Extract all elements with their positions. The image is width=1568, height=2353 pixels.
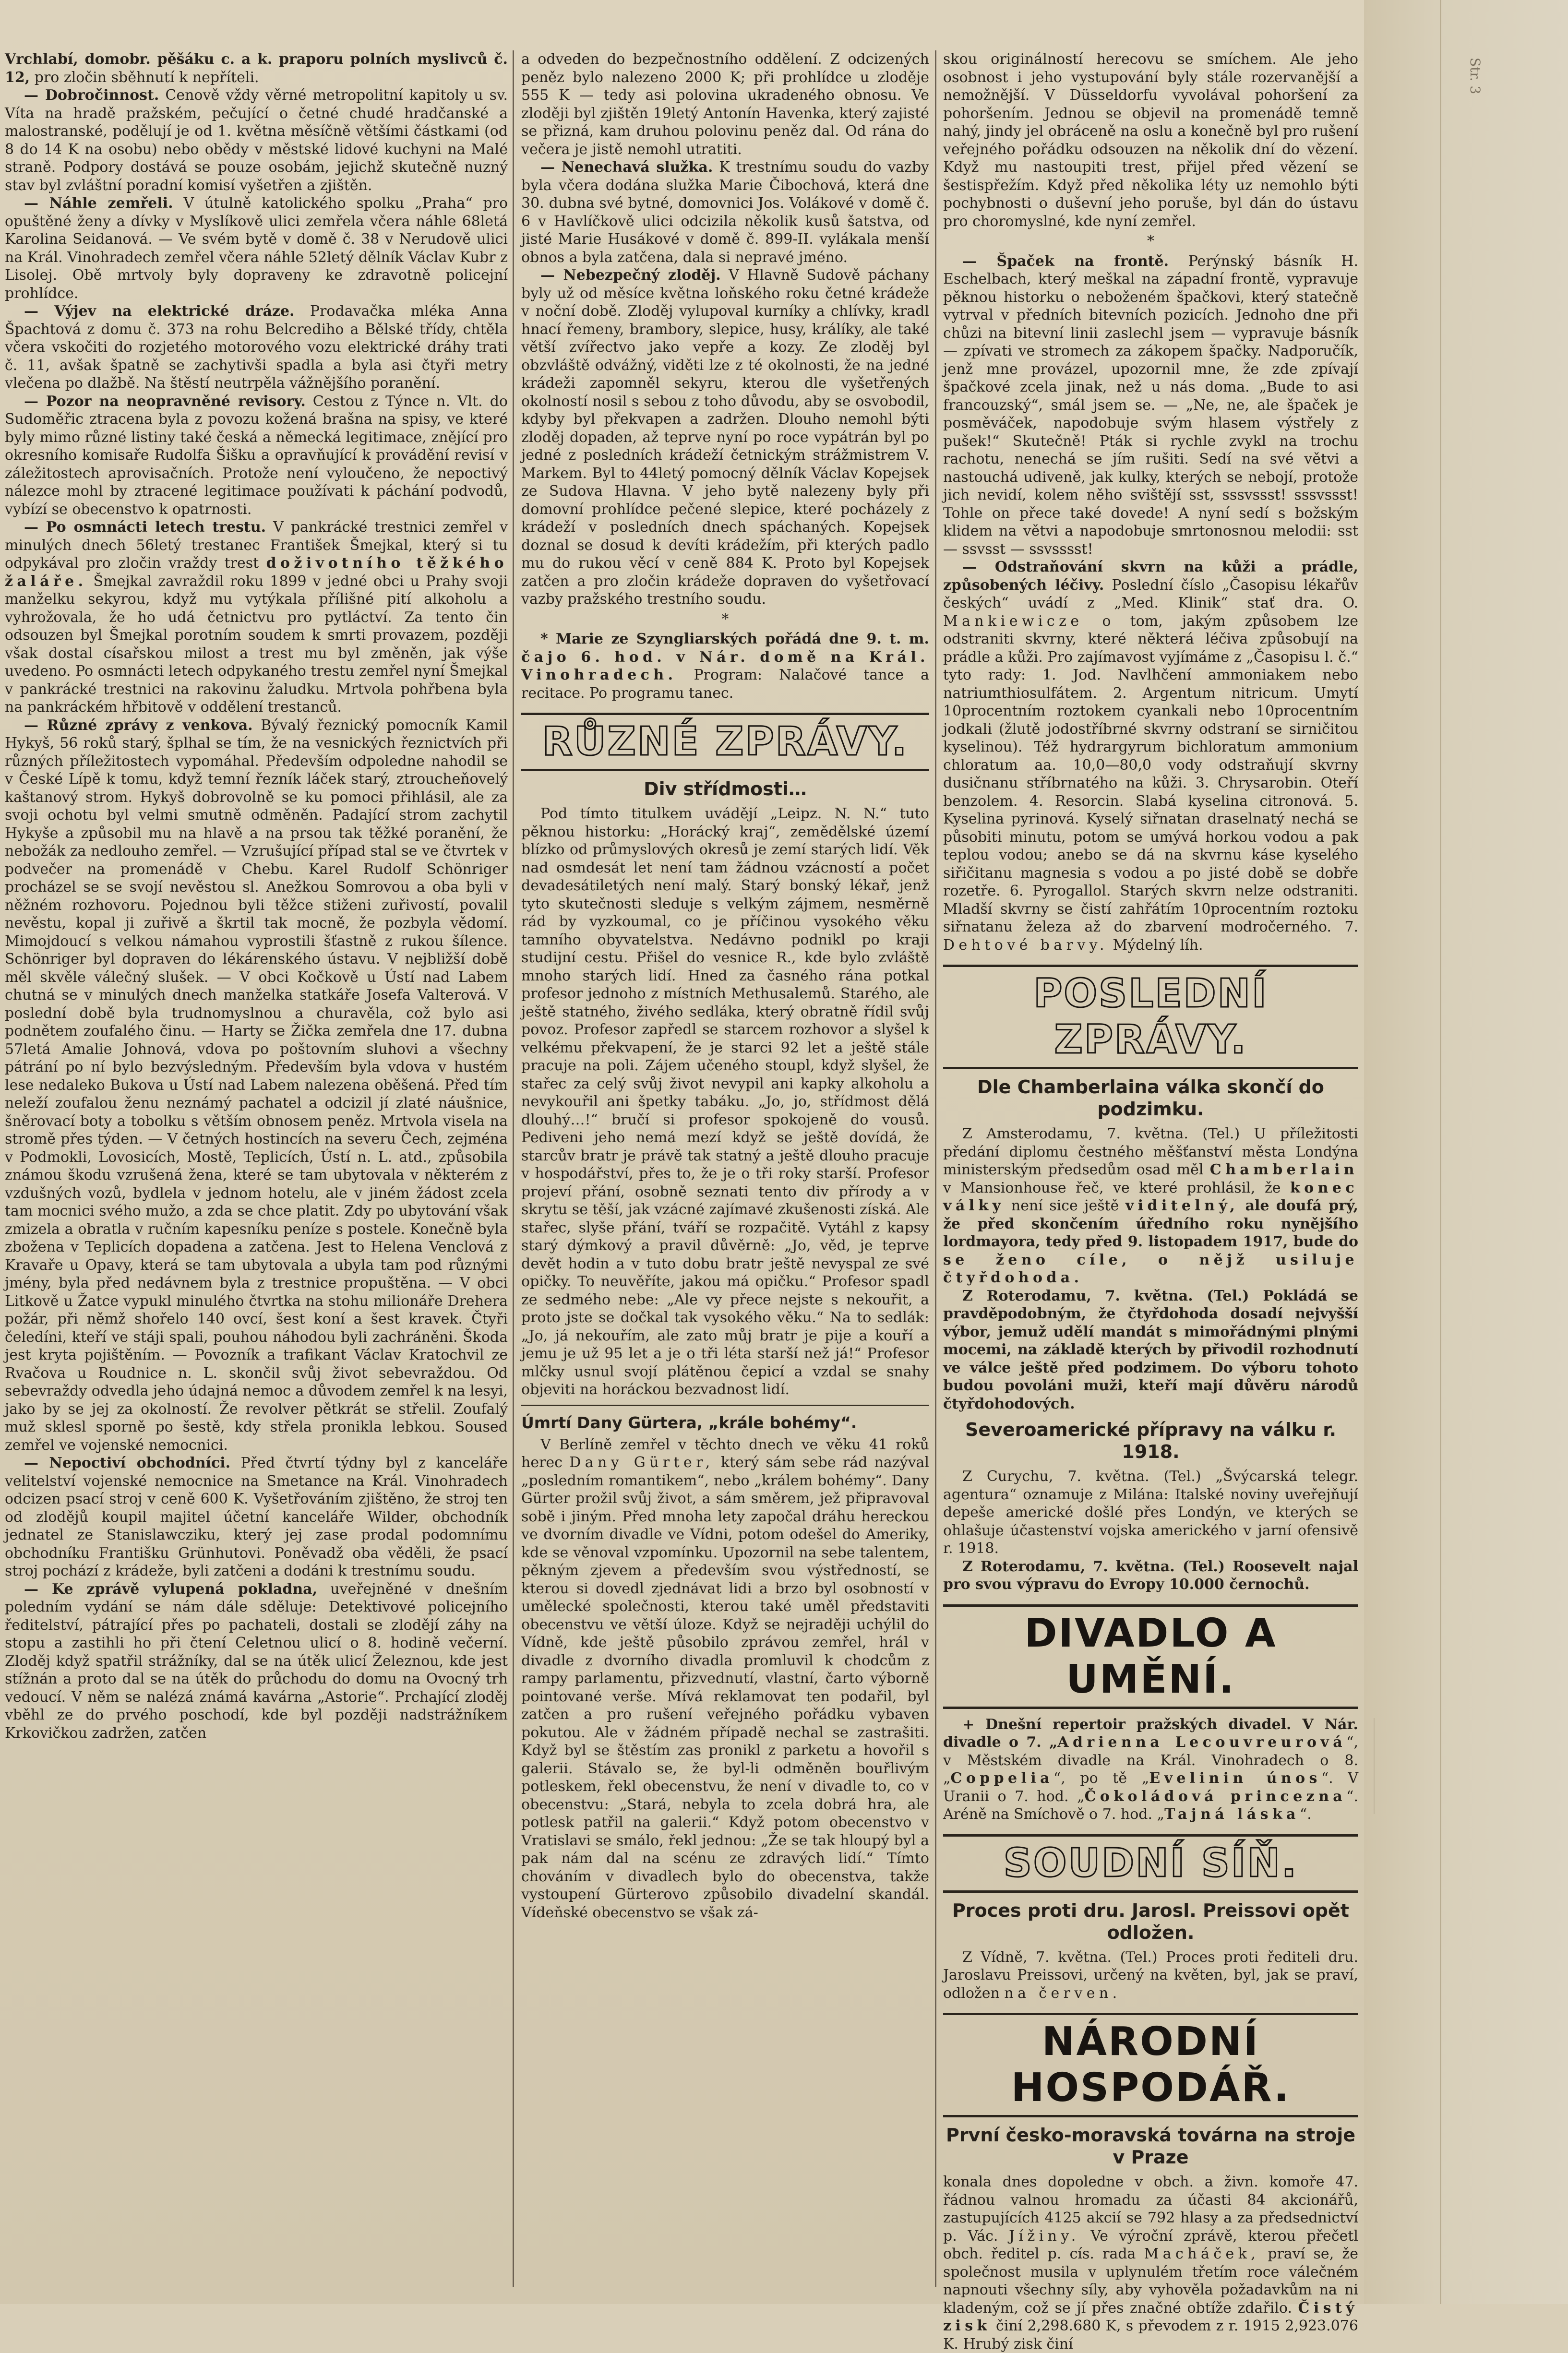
article-headline: Proces proti dru. Jarosl. Preissovi opět odložen. — [952, 1899, 1349, 1943]
spaced-emphasis: Dany Gürter, — [569, 1454, 714, 1471]
article-text: K trestnímu soudu do vazby byla včera dodána služka Marie Čibochová, která dne 30. dubna své bytné, domovnici Jos. Volákové v domě č. 6 v Havlíčkově ulici odcizila několik kusů šatstva, od jisté Marie Husákové v domě č. 899-II. vylákala menší obnos a byla zatčena, dala si nepravé jméno. — [521, 159, 929, 266]
article-paragraph: Z Curychu, 7. května. (Tel.) „Švýcarská telegr. agentura“ oznamuje z Milána: Italské noviny uveřejňují depeše americké došlé přes Londýn, ve kterých se ohlašuje účastenství vojska amerického v jarní ofensivě r. 1918. — [943, 1468, 1358, 1557]
column-2 — [521, 50, 929, 2287]
article-text: Mýdelný líh. — [1113, 936, 1203, 954]
article-lead: — Náhle zemřeli. — [24, 195, 173, 212]
spaced-emphasis: Adrienna Lecouvreurová — [1057, 1734, 1347, 1751]
article-text: pro zločin sběhnutí k nepříteli. — [34, 69, 259, 86]
spaced-emphasis: Čokoládová princezna — [1084, 1788, 1347, 1805]
article-headline: Severoamerické přípravy na válku r. 1918. — [965, 1419, 1337, 1462]
article-text: Z Vídně, 7. května. (Tel.) Proces proti řediteli dru. Jaroslavu Preissovi, určený na květen, byl, jak se praví, odložen — [943, 1948, 1358, 2002]
section-banner-divadlo-a-umeni: DIVADLO A UMĚNÍ. — [943, 1604, 1358, 1709]
article-paragraph — [943, 2173, 1358, 2353]
margin-mark — [1374, 1718, 1375, 1814]
article-lead: — Výjev na elektrické dráze. — [24, 303, 295, 320]
article-text: konala dnes dopoledne v obch. a živn. komoře 47. řádnou valnou hromadu za účasti 84 akcionářů, zastupujících 4125 akcií se 792 hlasy a za předsednictví p. Vác. — [943, 2174, 1358, 2245]
column-rule — [513, 50, 514, 2287]
article-lead: — Nenechavá služka. — [540, 159, 713, 176]
spaced-emphasis: Macháček, — [1144, 2246, 1260, 2262]
article-text: V Berlíně zemřel v těchto dnech ve věku 41 roků herec — [521, 1436, 929, 1471]
article-paragraph — [521, 630, 929, 702]
article-lead: — Nebezpečný zloděj. — [540, 267, 721, 284]
article-text: v Mansionhouse řeč, ve které prohlásil, že — [943, 1179, 1281, 1196]
article-text: praví se, že společnost musila v uplynulém třetím roce válečném napnouti všechny síly, aby vyhověla požadavkům na ni kladeným, což se jí přes značné obtíže zdařilo. — [943, 2246, 1358, 2317]
spaced-emphasis: se ženo cíle, o nějž usiluje čtyřdohoda. — [943, 1251, 1358, 1286]
article-paragraph — [521, 158, 929, 266]
page-folio: Str. 3 — [1467, 58, 1483, 95]
article-paragraph: a odveden do bezpečnostního oddělení. Z odcizených peněz bylo nalezeno 2000 K; při prohlídce u zloděje 555 K — tedy asi polovina ukradeného obnosu. Ve zloději byl zjištěn 19letý Antonín Havenka, který zajisté se přizná, kam druhou polovinu peněz dal. Od rána do večera je jistě nemohl utratiti. — [521, 51, 929, 158]
section-star: * — [721, 610, 729, 628]
article-paragraph — [5, 50, 508, 86]
column-1 — [5, 50, 508, 2287]
article-headline: Dle Chamberlaina válka skončí do podzimku. — [977, 1076, 1324, 1120]
article-lead: — Různé zprávy z venkova. — [24, 717, 253, 734]
article-text: který sám sebe rád nazýval „posledním romantikem“, nebo „králem bohémy“. Dany Gürter prožil svůj život, a sám směrem, jež připravoval sobě i jiným. Před mnoha lety započal dráhu hereckou ve dvorním divadle ve Vídni, potom odešel do Ameriky, kde se věnoval vzpomínku. Upozornil na sebe talentem, pěkným zjevem a především svou výstředností, se kterou si dovedl zjednávat lidi a brzo byl osobností v umělecké společnosti, kterou také uměl představiti obecenstvu ve větší úloze. Když se nejraději uchýlil do Vídně, kde ještě působilo zprávou zemřel, hrál v divadle z dvorního divadla promluvil k chodcům z rampy parlamentu, přizvednutí, vlastní, čarto výborně pointované verše. Mívá reklamovat ten podařil, byl zatčen a pro rušení veřejného pořádku vybaven pokutou. Ale v žádném případě nechal se zastrašiti. Když byl se štěstím zas pronikl z parketu a hovořil s galerii. Stávalo se, že byl-li odměněn bouřlivým potleskem, řekl obecenstvu, že není v divadle to, co v obecenstvu: „Stará, nebyla to zcela dobrá hra, ale potlesk patřil na galerii.“ Když potom obecenstvo v Vratislavi se smálo, řekl jednou: „Že se tak hloupý byl a pak nám dal na scénu ze zdravých lidí.“ Tímto chováním v divadlech bylo do obecenstva, takže vystoupení Gürterovo způsobilo divadelní skandál. Vídeňské obecenstvo se však zá- — [521, 1454, 930, 1921]
divider — [521, 1405, 929, 1406]
article-text: Prodavačka mléka Anna Špachtová z domu č. 373 na rohu Belcrediho a Bělské třídy, chtěla včera vskočiti do rozjetého motorového vozu elektrické dráhy trati č. 11, avšak špatně se zachytivši spadla a byla asi čtyři metry vlečena po dlažbě. Na štěstí neutrpěla vážnějšího poranění. — [5, 303, 508, 392]
article-paragraph — [5, 393, 508, 519]
article-text: Perýnský básník H. Eschelbach, který meškal na západní frontě, vypravuje pěknou historku o neboženém špačkovi, který statečně vytrval v předních bitevních pozicích. Jednoho dne při chůzi na bitevní linii zaslechl jsem — vypravuje básník — zpívati ve stromech za zákopem špačky. Nadporučík, jenž mne provázel, upozornil mne, že zde zpívají špačkové zcela jinak, než u nás doma. „Bude to asi francouzský“, smál jsem se. — „Ne, ne, ale špaček je posměváček, napodobuje svým hlasem výstřely z pušek!“ Skutečně! Pták si rychle zvykl na trochu rachotu, nenechá se jím rušiti. Sedí na své větvi a nastouchá udiveně, jak kulky, kterých se nebojí, protože jich nevidí, kolem něho svištějí sst, sssvssst! sssvssst! Tohle on přece také dovede! A nyní sedí s božským klidem na větvi a napodobuje smrtonosnou melodii: sst — ssvsst — ssvsssst! — [943, 252, 1358, 558]
column-3 — [943, 50, 1359, 2353]
article-paragraph: Z Roterodamu, 7. května. (Tel.) Pokládá se pravděpodobným, že čtyřdohoda dosadí nejvyšší výbor, jemuž udělí mandát s mimořádnými plnými mocemi, na základě kterých by přivodil rozhodnutí ve válce ještě před podzimem. Do výboru tohoto budou povoláni muži, kteří mají důvěru národů čtyřdohodových. — [943, 1287, 1358, 1412]
article-paragraph — [5, 194, 508, 302]
article-lead: — Pozor na neopravněné revisory. — [24, 393, 306, 410]
article-lead: — Ke zprávě vylupená pokladna, — [24, 1580, 318, 1598]
article-text: Ve výroční zprávě, kterou přečetl obch. ředitel p. cís. rada — [943, 2227, 1358, 2262]
section-banner-soudni-sin: SOUDNÍ SÍŇ. — [943, 1834, 1358, 1893]
spaced-emphasis: Tajná láska — [1164, 1806, 1300, 1823]
article-paragraph — [5, 518, 508, 717]
spaced-emphasis: konec války — [943, 1179, 1359, 1214]
article-text: o tom, jakým způsobem lze odstraniti skvrny, které některá léčiva způsobují na prádle a kůži. Pro zajímavost vyjímáme z „Časopisu l. č.“ tyto rady: 1. Jod. Navlhčení ammoniakem nebo natriumthiosulfátem. 2. Argentum nitricum. Umytí 10procentním roztokem cyankali nebo 10procentním jodkali (žlutě jodostříbrné skvrny odstraní se sirničitou kyselinou). Též hydrargyrum bichloratum ammonium chloratum aa. 10,0—80,0 vody odstraňují skvrny dusičnanu stříbrnatého na kůži. 3. Chrysarobin. Oteří benzolem. 4. Resorcin. Slabá kyselina citronová. 5. Kyselina pyrinová. Kyselý siřnatan draselnatý nechá se působiti minutu, potom se umývá horkou vodou a pak teplou vodou; anebo se dá na skvrnu káse kyselého siřičitanu magnesia s vodou a po jisté době se dobře rozetře. 6. Pyrogallol. Starých skvrn nelze odstraniti. Mladší skvrny se čistí zahřátím 10procentním roztoku siřnatanu železa až do zbarvení modročerného. 7. — [943, 612, 1358, 935]
article-text: Cenově vždy věrné metropolitní kapitoly u sv. Víta na hradě pražském, pečující o četné chudé hradčanské a malostranské, podělují je od 1. května měsíčně většími částkami (od 8 do 14 K na osobu) nebo obědy v městské lidové kuchyni na Malé straně. Podpory dostává se pouze osobám, jejichž skutečně nuzný stav byl zvláštní poradní komisí vyšetřen a zjištěn. — [5, 87, 508, 194]
section-banner-ruzne-zpravy: RŮZNÉ ZPRÁVY. — [521, 713, 929, 771]
spaced-emphasis: Čistý zisk — [943, 2299, 1358, 2334]
article-text: “, v Městském divadle na Král. Vinohradech o 8. „ — [943, 1734, 1358, 1787]
column-rule — [935, 50, 936, 2287]
article-paragraph — [5, 86, 508, 194]
spaced-emphasis: čajo 6. hod. v Nár. domě na Král. Vinohradech. — [521, 648, 929, 683]
section-star: * — [1147, 233, 1154, 250]
article-text: ale doufá prý, že před skončením úředního roku nynějšího lordmayora, tedy před 9. listopadem 1917, bude do — [943, 1197, 1359, 1250]
article-paragraph — [521, 1436, 929, 1922]
article-text: + Dnešní repertoir pražských divadel. V Nár. divadle o 7. „ — [943, 1716, 1358, 1751]
article-paragraph — [521, 266, 929, 609]
article-text: Poslední číslo „Časopisu lékařův českých“ uvádí z „Med. Klinik“ stať dra. O. — [943, 576, 1358, 611]
article-lead: — Dobročinnost. — [24, 87, 159, 104]
article-text: V pankrácké trestnici zemřel v minulých dnech 56letý trestanec František Šmejkal, který si tu odpykával pro zločin vraždy trest — [5, 519, 508, 572]
spaced-emphasis: Chamberlain — [1209, 1161, 1358, 1178]
article-text: Cestou z Týnce n. Vlt. do Sudoměřic ztracena byla z povozu kožená brašna na spisy, ve které byly mimo různé listiny také česká a německá legitimace, znějící pro okresního komisaře Rudolfa Šišku a opravňující k provádění revisí v záležitostech aprovisačních. Protože není vyloučeno, že nepoctivý nálezce mohl by ztracené legitimace používati k páchání podvodů, vybízí se obecenstvo k opatrnosti. — [5, 393, 508, 518]
article-text: “, po tě „ — [1053, 1770, 1149, 1787]
article-headline: Div střídmosti… — [644, 778, 807, 800]
article-text: činí 2,298.680 K, s převodem z r. 1915 2,923.076 K. Hrubý zisk činí — [943, 2317, 1358, 2353]
article-headline: Úmrtí Dany Gürtera, „krále bohémy“. — [521, 1413, 857, 1432]
article-lead: — Odstraňování skvrn na kůži a prádle, způsobených léčivy. — [943, 559, 1358, 594]
section-banner-narodni-hospodar: NÁRODNÍ HOSPODÁŘ. — [943, 2013, 1358, 2117]
spaced-emphasis: Coppelia — [950, 1770, 1053, 1787]
article-paragraph — [5, 1454, 508, 1580]
article-text: V Hlavně Sudově páchany byly už od měsíce května loňského roku četné krádeže v noční době. Zloděj vylupoval kurníky a chlívky, kradl hnací řemeny, brambory, slepice, husy, králíky, ale také větší zvířectvo jako vepře a kozy. Ze zloděj byl obzvláště odvážný, viděti lze z té okolnosti, že na jedné krádeži zapomněl sekyru, kterou dle vyšetřených okolností nosil s sebou z toho důvodu, aby se osvobodil, kdyby byl překvapen a zadržen. Dlouho nemohl býti zloděj dopaden, až teprve nyní po roce vypátrán byl po jedné z posledních krádeží četnickým strážmistrem V. Markem. Byl to 44letý pomocný dělník Václav Kopejsek ze Sudova Hlavna. V jeho bytě nalezeny byly při domovní prohlídce pečené slepice, které pocházely z krádeží v posledních dnech spáchaných. Kopejsek doznal se dosud k devíti krádežím, při kterých padlo mu do rukou věcí v ceně 884 K. Proto byl Kopejsek zatčen a pro zločin krádeže dopraven do vyšetřovací vazby pražského trestního soudu. — [521, 267, 929, 608]
article-paragraph: skou originálností herecovu se smíchem. Ale jeho osobnost i jeho vystupování byly stále rozervanější a nemožnější. V Düsseldorfu vyvolával pohoršení za pohoršením. Jednou se objevil na promenádě temně nahý, jindy jel obráceně na oslu a konečně byl pro rušení veřejného pořádku odsouzen na několik dní do vězení. Když mu nastoupiti trest, přijel před vězení se šestispřežím. Když před několika léty uz nemohlo býti pochybnosti o duševní jeho poruše, byl dán do ústavu pro choromyslné, kde nyní zemřel. — [943, 51, 1358, 230]
article-text: Šmejkal zavraždil roku 1899 v jedné obci u Prahy svoji manželku sekyrou, když mu vytýkala přílišné pití alkoholu a vyhrožovala, že ho udá četnictvu pro pytláctví. Za tento čin odsouzen byl Šmejkal porotním soudem k smrti provazem, později však dostal císařskou milost a trest mu byl změněn, jak výše uvedeno. Po osmnácti letech odpykaného trestu zemřel nyní Šmejkal v pankrácké trestnici na rakovinu žaludku. Mrtvola pohřbena byla na pankráckém hřbitově v oddělení trestanců. — [5, 573, 508, 716]
spaced-emphasis: viditelný, — [1125, 1197, 1239, 1214]
article-text: V útulně katolického spolku „Praha“ pro opuštěné ženy a dívky v Myslíkově ulici zemřela včera náhle 68letá Karolina Seidanová. — Ve svém bytě v domě č. 38 v Nerudově ulici na Král. Vinohradech zemřel včera náhle 52letý dělník Václav Kubr z Lisolej. Obě mrtvoly byly dopraveny ke zdravotně policejní prohlídce. — [5, 195, 508, 302]
article-lead: Vrchlabí, domobr. pěšáku c. a k. praporu polních myslivců č. 12, — [5, 51, 508, 86]
spaced-emphasis: doživotního těžkého žaláře. — [5, 555, 508, 590]
article-text: není sice ještě — [1011, 1197, 1119, 1214]
article-paragraph — [5, 1580, 508, 1743]
binding-edge — [1440, 0, 1441, 2304]
article-paragraph — [943, 558, 1358, 954]
article-lead: — Po osmnácti letech trestu. — [24, 519, 266, 536]
article-paragraph — [5, 717, 508, 1455]
article-text: “. — [1299, 1806, 1312, 1823]
spaced-emphasis: Evelinin únos — [1149, 1770, 1321, 1787]
article-text: “. V Uranii o 7. hod. „ — [943, 1770, 1358, 1805]
article-lead: — Nepoctiví obchodníci. — [24, 1455, 231, 1471]
article-headline: První česko-moravská továrna na stroje v Praze — [946, 2125, 1356, 2168]
spaced-emphasis: na červen. — [1004, 1984, 1121, 2002]
spaced-emphasis: Mankiewicze — [943, 612, 1083, 630]
article-lead: * Marie ze Szyngliarských pořádá dne 9. t. m. — [540, 631, 929, 647]
spaced-emphasis: Jížiny. — [1009, 2227, 1080, 2245]
article-paragraph — [943, 1716, 1358, 1824]
article-paragraph — [943, 1125, 1358, 1287]
article-paragraph — [943, 252, 1358, 559]
article-paragraph: Pod tímto titulkem uvádějí „Leipz. N. N.“ tuto pěknou historku: „Horácký kraj“, zemědělské území blízko od průmyslových okresů je zemí starých lidí. Věk nad osmdesát let není tam žádnou vzácností a počet devadesátiletých není malý. Starý bonský lékař, jenž tyto skutečnosti sleduje s velkým zájmem, nesměrně rád by vyzkoumal, co je příčinou vysokého věku tamního obyvatelstva. Nedávno podnikl po kraji studijní cestu. Přišel do vesnice R., kde bylo zvláště mnoho starých lidí. Hned za časného rána potkal profesor jednoho z místních Methusalemů. Starého, ale ještě statného, živého sedláka, který obratně řídil svůj povoz. Profesor zapředl se starcem rozhovor a slyšel k velkému překvapení, že je starci 92 let a ještě stále pracuje na poli. Zájem učeného stoupl, když slyšel, že stařec za celý svůj život nevypil ani kapky alkoholu a nevykouřil ani špetky tabáku. „Jo, jo, střídmost dělá dlouhý…!“ bručí si profesor spokojeně do vousů. Pediveni jeho nemá mezí když se ještě dovídá, že starcův bratr je právě tak statný a ještě dlouho pracuje v hospodářství, přes to, že je o tři roky starší. Profesor projeví přání, osobně seznati tento div přírody a v skrytu se těší, jak vzácné zajímavé zkušenosti získá. Ale stařec, slyše přání, tváří se rozpačitě. Vytáhl z kapsy starý dýmkový a pravil důvěrně: „Jo, věd, je teprve devět hodin a v tuto dobu bratr ještě nevyspal ze své opičky. To neuvěříte, jakou má opičku.“ Profesor spadl ze sedmého nebe: „Ale vy přece nejste s nekouřit, a proto jste se dočkal tak vysokého věku.“ Na to sedlák: „Jo, já nekouřím, ale zato můj bratr je pije a kouří a jemu je už 95 let a je o tři léta starší než já!“ Profesor mlčky usnul svojí plátěnou čepicí a vzdal se snahy objeviti na horáckou bezvadnost lidí. — [521, 805, 929, 1398]
article-lead: — Špaček na frontě. — [962, 252, 1169, 270]
article-paragraph: Z Roterodamu, 7. května. (Tel.) Roosevelt najal pro svou výpravu do Evropy 10.000 černochů. — [943, 1558, 1358, 1593]
article-text: Z Amsterodamu, 7. května. (Tel.) U příležitosti předání diplomu čestného měšťanství města Londýna ministerským předsedům osad měl — [943, 1125, 1358, 1178]
page-margin — [1364, 0, 1568, 2304]
article-paragraph — [5, 302, 508, 393]
article-text: “. Aréně na Smíchově o 7. hod. „ — [943, 1788, 1358, 1823]
article-text: Bývalý řeznický pomocník Kamil Hykyš, 56 roků starý, šplhal se tím, že na vesnických řeznictvích při různých příležitostech vypomáhal. Především odpoledne nahodil se v České Lípě k tomu, když temní řezník láček starý, ztroucheňovelý kaštanový strom. Hykyš dobrovolně se ku pomoci přihlásil, ale za svoji ochotu byl velmi smutně odměněn. Padající strom zachytil Hykyše a způsobil mu na hlavě a na prsou tak těžké poranění, že nebožák za nedlouho zemřel. — Vzrušující případ stal se ve čtvrtek v podvečer na promenádě v Chebu. Karel Rudolf Schönriger procházel se se svojí nevěstou sl. Anežkou Somrovou a oba byli v něžném rozhovoru. Pojednou byli těžce stiženi zuřivostí, povalil nevěstu, kopal ji zuřivě a škrtil tak mocně, že pozbyla vědomí. Mimojdoucí s velkou námahou vyprostili šťastně z rukou šílence. Schönriger byl dopraven do lékárenského ústavu. V nejbližší době měl skvěle válečný slušek. — V obci Kočkově u Ústí nad Labem chutná se v minulých dnech manželka statkáře Josefa Valterová. V poslední době byla trudnomyslnou a churavěla, což bylo asi podnětem zoufalého činu. — Harty se Žička zemřela dne 17. dubna 57letá Amalie Johnová, vdova po poštovním sluhovi a všechny pátrání po ní bylo bezvýsledným. Především byla vdova v hustém lese nedaleko Bukova u Ústí nad Labem nalezena oběšená. Před tím neleží zoufalou ženu neznámý pachatel a odcizil jí zlaté náušnice, šněrovací boty a tobolku s větším obnosem peněz. Mrtvola visela na stromě přes týden. — V četných hostincích na severu Čech, zejména v Podmokli, Lovosicích, Mostě, Teplicích, Ústí n. L. atd., způsobila známou škodu vzrušená žena, které se tam ubytovala v některém z vzdušných vozů, bydlela v jednom hotelu, ale v jiném žádost zcela tam mocnici svého mužo, a zda se chce platit. Zdy po ubytování však zmizela a obratla v ručním kapesníku peníze s postele. Konečně byla zbožena v Teplicích dopadena a zatčena. Jest to Helena Venclová z Kravaře u Opavy, která se tam ubytovala a ubyla tam pod různými jmény, byla před nedávnem byla z trestnice propuštěna. — V obci Litkově u Žatce vypukl minulého čtvrtka na stohu milionáře Drehera požár, při němž shořelo 140 ovcí, šest koní a šest kravek. Čtyři čeledíni, kteří ve stáji spali, pouhou náhodou byli zachráněni. Škoda jest kryta pojištěním. — Povozník a trafikant Václav Kratochvil ze Rvačova u Roudnice n. L. skončil svůj život sebevraždou. Od sebevraždy odvedla jeho údajná nemoc a důvodem zemřel k na lesyi, jako by se jej za okolností. Že revolver pětkrát se střelil. Zoufalý muž sklesl sporně po šestě, kdy střela pronikla lebkou. Soused zemřel ve vojenské nemocnici. — [5, 717, 508, 1454]
article-text: uveřejněné v dnešním poledním vydání se nám dále sděluje: Detektivové policejního ředitelství, pátrající přes po pachateli, dostali se zlodějí záhy na stopu a zastihli ho při čtení Celetnou ulicí o 8. hodině večerní. Zloděj když spatřil strážníky, dal se na útěk ulicí Železnou, kde jest stížnán a proto dal se na útěk do průchodu do domu na Ovocný trh vedoucí. V něm se nalézá známá kavárna „Astorie“. Prchající zloděj vběhl ze do prvého poschodí, kde byl později nadstrážníkem Krkovičkou zadržen, zatčen — [5, 1580, 508, 1742]
article-paragraph — [943, 1948, 1358, 2003]
article-text: Před čtvrtí týdny byl z kanceláře velitelství vojenské nemocnice na Smetance na Král. Vinohradech odcizen psací stroj v ceně 600 K. Vyšetřováním zjištěno, že stroj ten od zlodějů koupil majitel účetní kanceláře Wilder, obchodník jednatel ze Stanislawcziku, který jej zase prodal podomnímu obchodníku Františku Grünhutovi. Poněvadž oba věděli, že psací stroj pochází z krádeže, byli zatčeni a dodáni k trestnímu soudu. — [5, 1455, 508, 1579]
section-banner-posledni-zpravy: POSLEDNÍ ZPRÁVY. — [943, 965, 1358, 1069]
spaced-emphasis: Dehtové barvy. — [943, 936, 1108, 954]
article-text: Program: Nalačové tance a recitace. Po programu tanec. — [521, 667, 929, 702]
